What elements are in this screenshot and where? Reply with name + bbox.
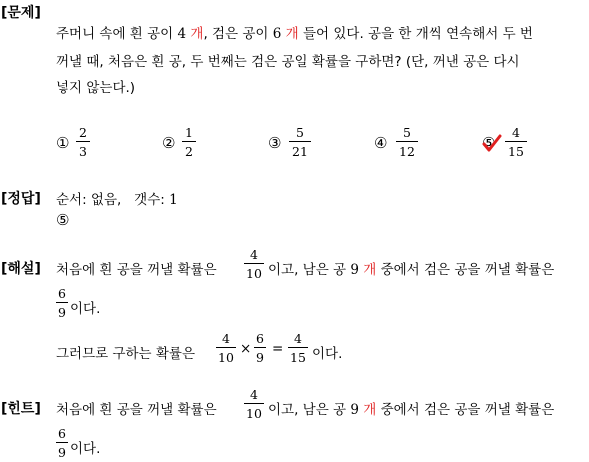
choice-2-numerator: 1 <box>185 125 193 140</box>
choice-2-denominator: 2 <box>185 144 193 159</box>
hint-text-a: 처음에 흰 공을 꺼낼 확률은 <box>56 402 217 418</box>
fraction-bar <box>216 347 236 348</box>
hint-text-b: 이고, 남은 공 <box>268 402 351 418</box>
fraction-bar <box>289 141 311 142</box>
explanation-unit-red: 개 <box>363 262 377 278</box>
unit-red-2: 개 <box>285 26 299 42</box>
fraction-bar <box>56 442 68 443</box>
explanation-fraction-2 <box>56 286 68 320</box>
hint-label: [힌트] <box>1 401 41 417</box>
black-count: 6 <box>272 26 282 42</box>
explanation-f1-denominator: 10 <box>246 266 262 281</box>
choice-5-marker[interactable]: ⑤ <box>482 134 496 152</box>
hint-f1-denominator: 10 <box>246 406 262 421</box>
choice-4-denominator: 12 <box>399 144 415 159</box>
hint-f2-numerator: 6 <box>58 426 66 441</box>
explanation-text-d: 이다. <box>70 301 101 317</box>
explanation-text-c: 중에서 검은 공을 꺼낼 확률은 <box>376 262 555 278</box>
answer-label: [정답] <box>1 191 41 207</box>
fraction-bar <box>244 263 264 264</box>
hint-f2-denominator: 9 <box>58 445 66 460</box>
answer-count-label: 갯수: <box>134 192 170 208</box>
hint-f1-numerator: 4 <box>250 387 258 402</box>
fraction-bar <box>288 347 308 348</box>
choice-1-numerator: 2 <box>79 125 87 140</box>
choice-1-marker[interactable]: ① <box>56 134 70 152</box>
answer-order: 순서: 없음, <box>56 192 122 208</box>
fraction-bar <box>56 302 68 303</box>
choice-3-fraction[interactable] <box>289 125 311 159</box>
choice-3-denominator: 21 <box>292 144 308 159</box>
hint-line-1-rest <box>268 398 554 418</box>
choice-5-denominator: 15 <box>508 144 524 159</box>
hint-text-c: 중에서 검은 공을 꺼낼 확률은 <box>376 402 555 418</box>
explanation-text-a: 처음에 흰 공을 꺼낼 확률은 <box>56 262 217 278</box>
hint-unit-red: 개 <box>363 402 377 418</box>
problem-text-c: 들어 있다. 공을 한 개씩 연속해서 두 번 <box>298 26 533 42</box>
fraction-bar <box>76 141 90 142</box>
explanation-remaining: 9 <box>350 262 359 278</box>
explanation-text-b: 이고, 남은 공 <box>268 262 351 278</box>
choice-5-numerator: 4 <box>512 125 520 140</box>
equals-sign: = <box>272 341 284 357</box>
fraction-bar <box>254 347 266 348</box>
explanation-f1-numerator: 4 <box>250 247 258 262</box>
times-sign: × <box>240 341 252 357</box>
check-mark-icon <box>481 134 503 154</box>
explanation-m2-denominator: 9 <box>256 350 264 365</box>
answer-value: ⑤ <box>56 211 70 229</box>
choice-1-fraction[interactable] <box>76 125 90 159</box>
explanation-m3-numerator: 4 <box>294 331 302 346</box>
explanation-multiply-fraction-1 <box>216 331 236 365</box>
hint-remaining: 9 <box>350 402 359 418</box>
hint-text-d: 이다. <box>70 441 101 457</box>
explanation-fraction-1 <box>244 247 264 281</box>
fraction-bar <box>505 141 527 142</box>
choice-4-fraction[interactable] <box>396 125 418 159</box>
explanation-m1-denominator: 10 <box>218 350 234 365</box>
explanation-m2-numerator: 6 <box>256 331 264 346</box>
hint-fraction-2 <box>56 426 68 460</box>
explanation-f2-denominator: 9 <box>58 305 66 320</box>
white-count: 4 <box>177 26 187 42</box>
problem-text-a: 주머니 속에 흰 공이 <box>56 26 178 42</box>
explanation-result-fraction <box>288 331 308 365</box>
choice-1-denominator: 3 <box>79 144 87 159</box>
choice-4-marker[interactable]: ④ <box>374 134 388 152</box>
hint-fraction-1 <box>244 387 264 421</box>
explanation-f2-numerator: 6 <box>58 286 66 301</box>
fraction-bar <box>244 403 264 404</box>
choice-3-marker[interactable]: ③ <box>268 134 282 152</box>
fraction-bar <box>182 141 196 142</box>
fraction-bar <box>396 141 418 142</box>
unit-red-1: 개 <box>190 26 204 42</box>
explanation-m1-numerator: 4 <box>222 331 230 346</box>
answer-count-value: 1 <box>169 192 178 208</box>
choice-3-numerator: 5 <box>296 125 304 140</box>
problem-line-3: 넣지 않는다.) <box>56 80 136 96</box>
choice-2-fraction[interactable] <box>182 125 196 159</box>
choice-4-numerator: 5 <box>403 125 411 140</box>
choice-2-marker[interactable]: ② <box>162 134 176 152</box>
choice-5-fraction[interactable] <box>505 125 527 159</box>
problem-label: [문제] <box>1 5 41 21</box>
explanation-multiply-fraction-2 <box>254 331 266 365</box>
explanation-label: [해설] <box>1 261 41 277</box>
answer-meta <box>56 188 178 208</box>
problem-line-1 <box>56 22 533 42</box>
explanation-m3-denominator: 15 <box>290 350 306 365</box>
explanation-line-1-rest <box>268 258 554 278</box>
problem-line-2: 꺼낼 때, 처음은 흰 공, 두 번째는 검은 공일 확률을 구하면? (단, 꺼낸 공은 다시 <box>56 54 520 70</box>
problem-text-b: , 검은 공이 <box>203 26 273 42</box>
explanation-text-f: 이다. <box>312 346 343 362</box>
explanation-text-e: 그러므로 구하는 확률은 <box>56 346 195 362</box>
